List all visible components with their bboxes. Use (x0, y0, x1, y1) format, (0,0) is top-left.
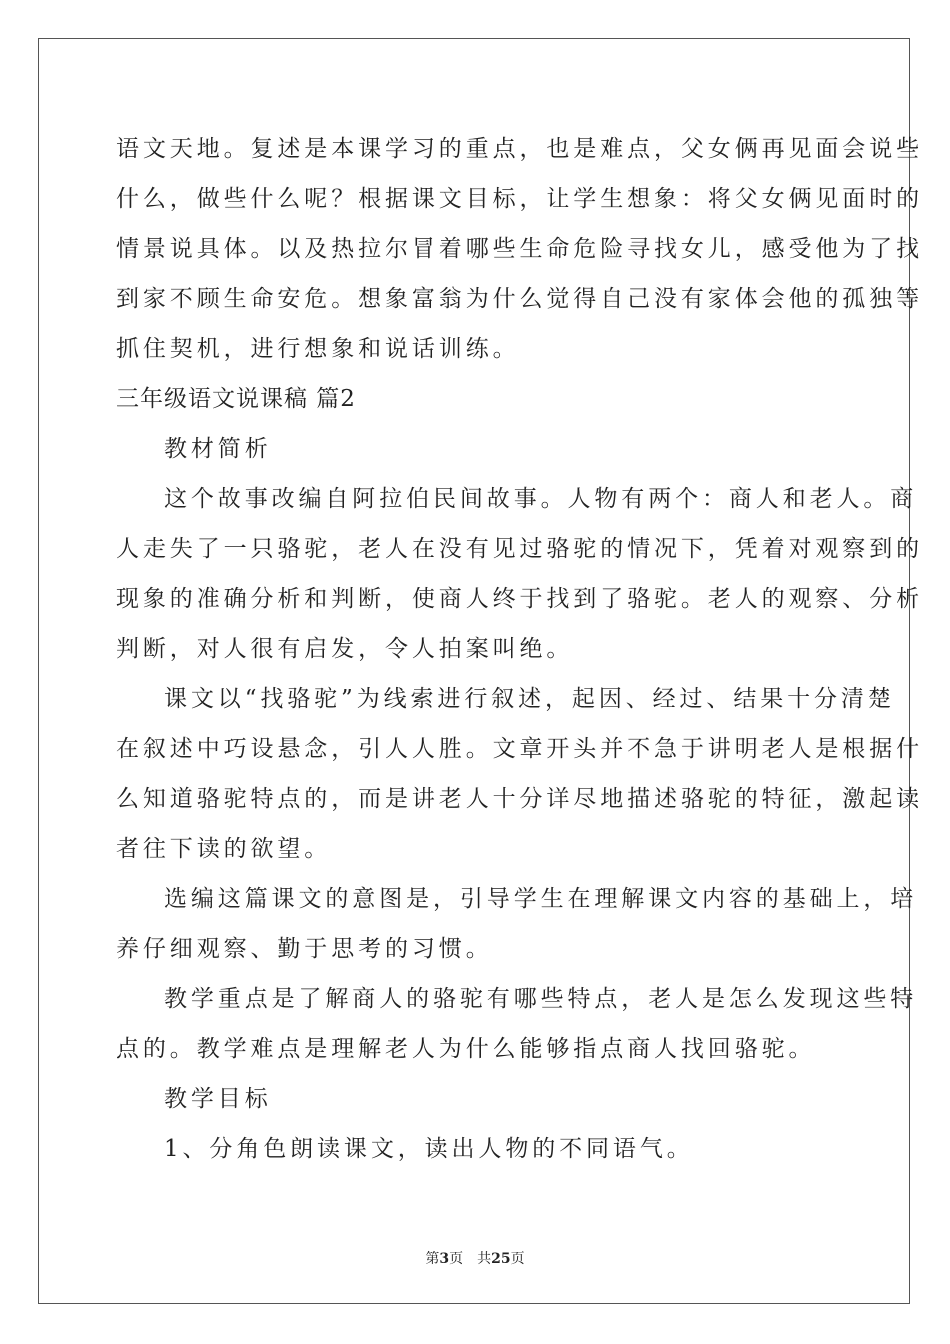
subheading: 教材简析 (164, 436, 272, 462)
paragraph-line: 这个故事改编自阿拉伯民间故事。人物有两个：商人和老人。商 (164, 486, 918, 512)
page-unit: 页 (449, 1251, 464, 1267)
paragraph-line: 现象的准确分析和判断，使商人终于找到了骆驼。老人的观察、分析 (116, 586, 923, 612)
paragraph-line: 什么，做些什么呢？根据课文目标，让学生想象：将父女俩见面时的 (116, 186, 923, 212)
page-prefix: 第 (425, 1251, 440, 1267)
paragraph-line: 在叙述中巧设悬念，引人人胜。文章开头并不急于讲明老人是根据什 (116, 736, 923, 762)
document-body (116, 124, 923, 1174)
paragraph-line: 么知道骆驼特点的，而是讲老人十分详尽地描述骆驼的特征，激起读 (116, 786, 923, 812)
paragraph-line: 教学重点是了解商人的骆驼有哪些特点，老人是怎么发现这些特 (164, 986, 918, 1012)
paragraph-line: 人走失了一只骆驼，老人在没有见过骆驼的情况下，凭着对观察到的 (116, 536, 923, 562)
page-current: 3 (439, 1251, 450, 1267)
section-heading: 三年级语文说课稿 篇2 (116, 386, 356, 412)
paragraph-line: 到家不顾生命安危。想象富翁为什么觉得自己没有家体会他的孤独等 (116, 286, 923, 312)
paragraph-line: 课文以“找骆驼”为线索进行叙述，起因、经过、结果十分清楚 (164, 686, 895, 712)
page-footer (0, 1248, 950, 1268)
page-total: 25 (491, 1251, 511, 1267)
paragraph-line: 点的。教学难点是理解老人为什么能够指点商人找回骆驼。 (116, 1036, 816, 1062)
total-unit: 页 (510, 1251, 525, 1267)
paragraph-line: 抓住契机，进行想象和说话训练。 (116, 336, 520, 362)
paragraph-line: 判断，对人很有启发，令人拍案叫绝。 (116, 636, 574, 662)
paragraph-line: 选编这篇课文的意图是，引导学生在理解课文内容的基础上，培 (164, 886, 918, 912)
paragraph-line: 1、分角色朗读课文，读出人物的不同语气。 (164, 1136, 694, 1162)
paragraph-line: 者往下读的欲望。 (116, 836, 332, 862)
paragraph-line: 语文天地。复述是本课学习的重点，也是难点，父女俩再见面会说些 (116, 136, 923, 162)
paragraph-line: 情景说具体。以及热拉尔冒着哪些生命危险寻找女儿，感受他为了找 (116, 236, 923, 262)
subheading: 教学目标 (164, 1086, 272, 1112)
total-prefix: 共 (477, 1251, 492, 1267)
paragraph-line: 养仔细观察、勤于思考的习惯。 (116, 936, 493, 962)
